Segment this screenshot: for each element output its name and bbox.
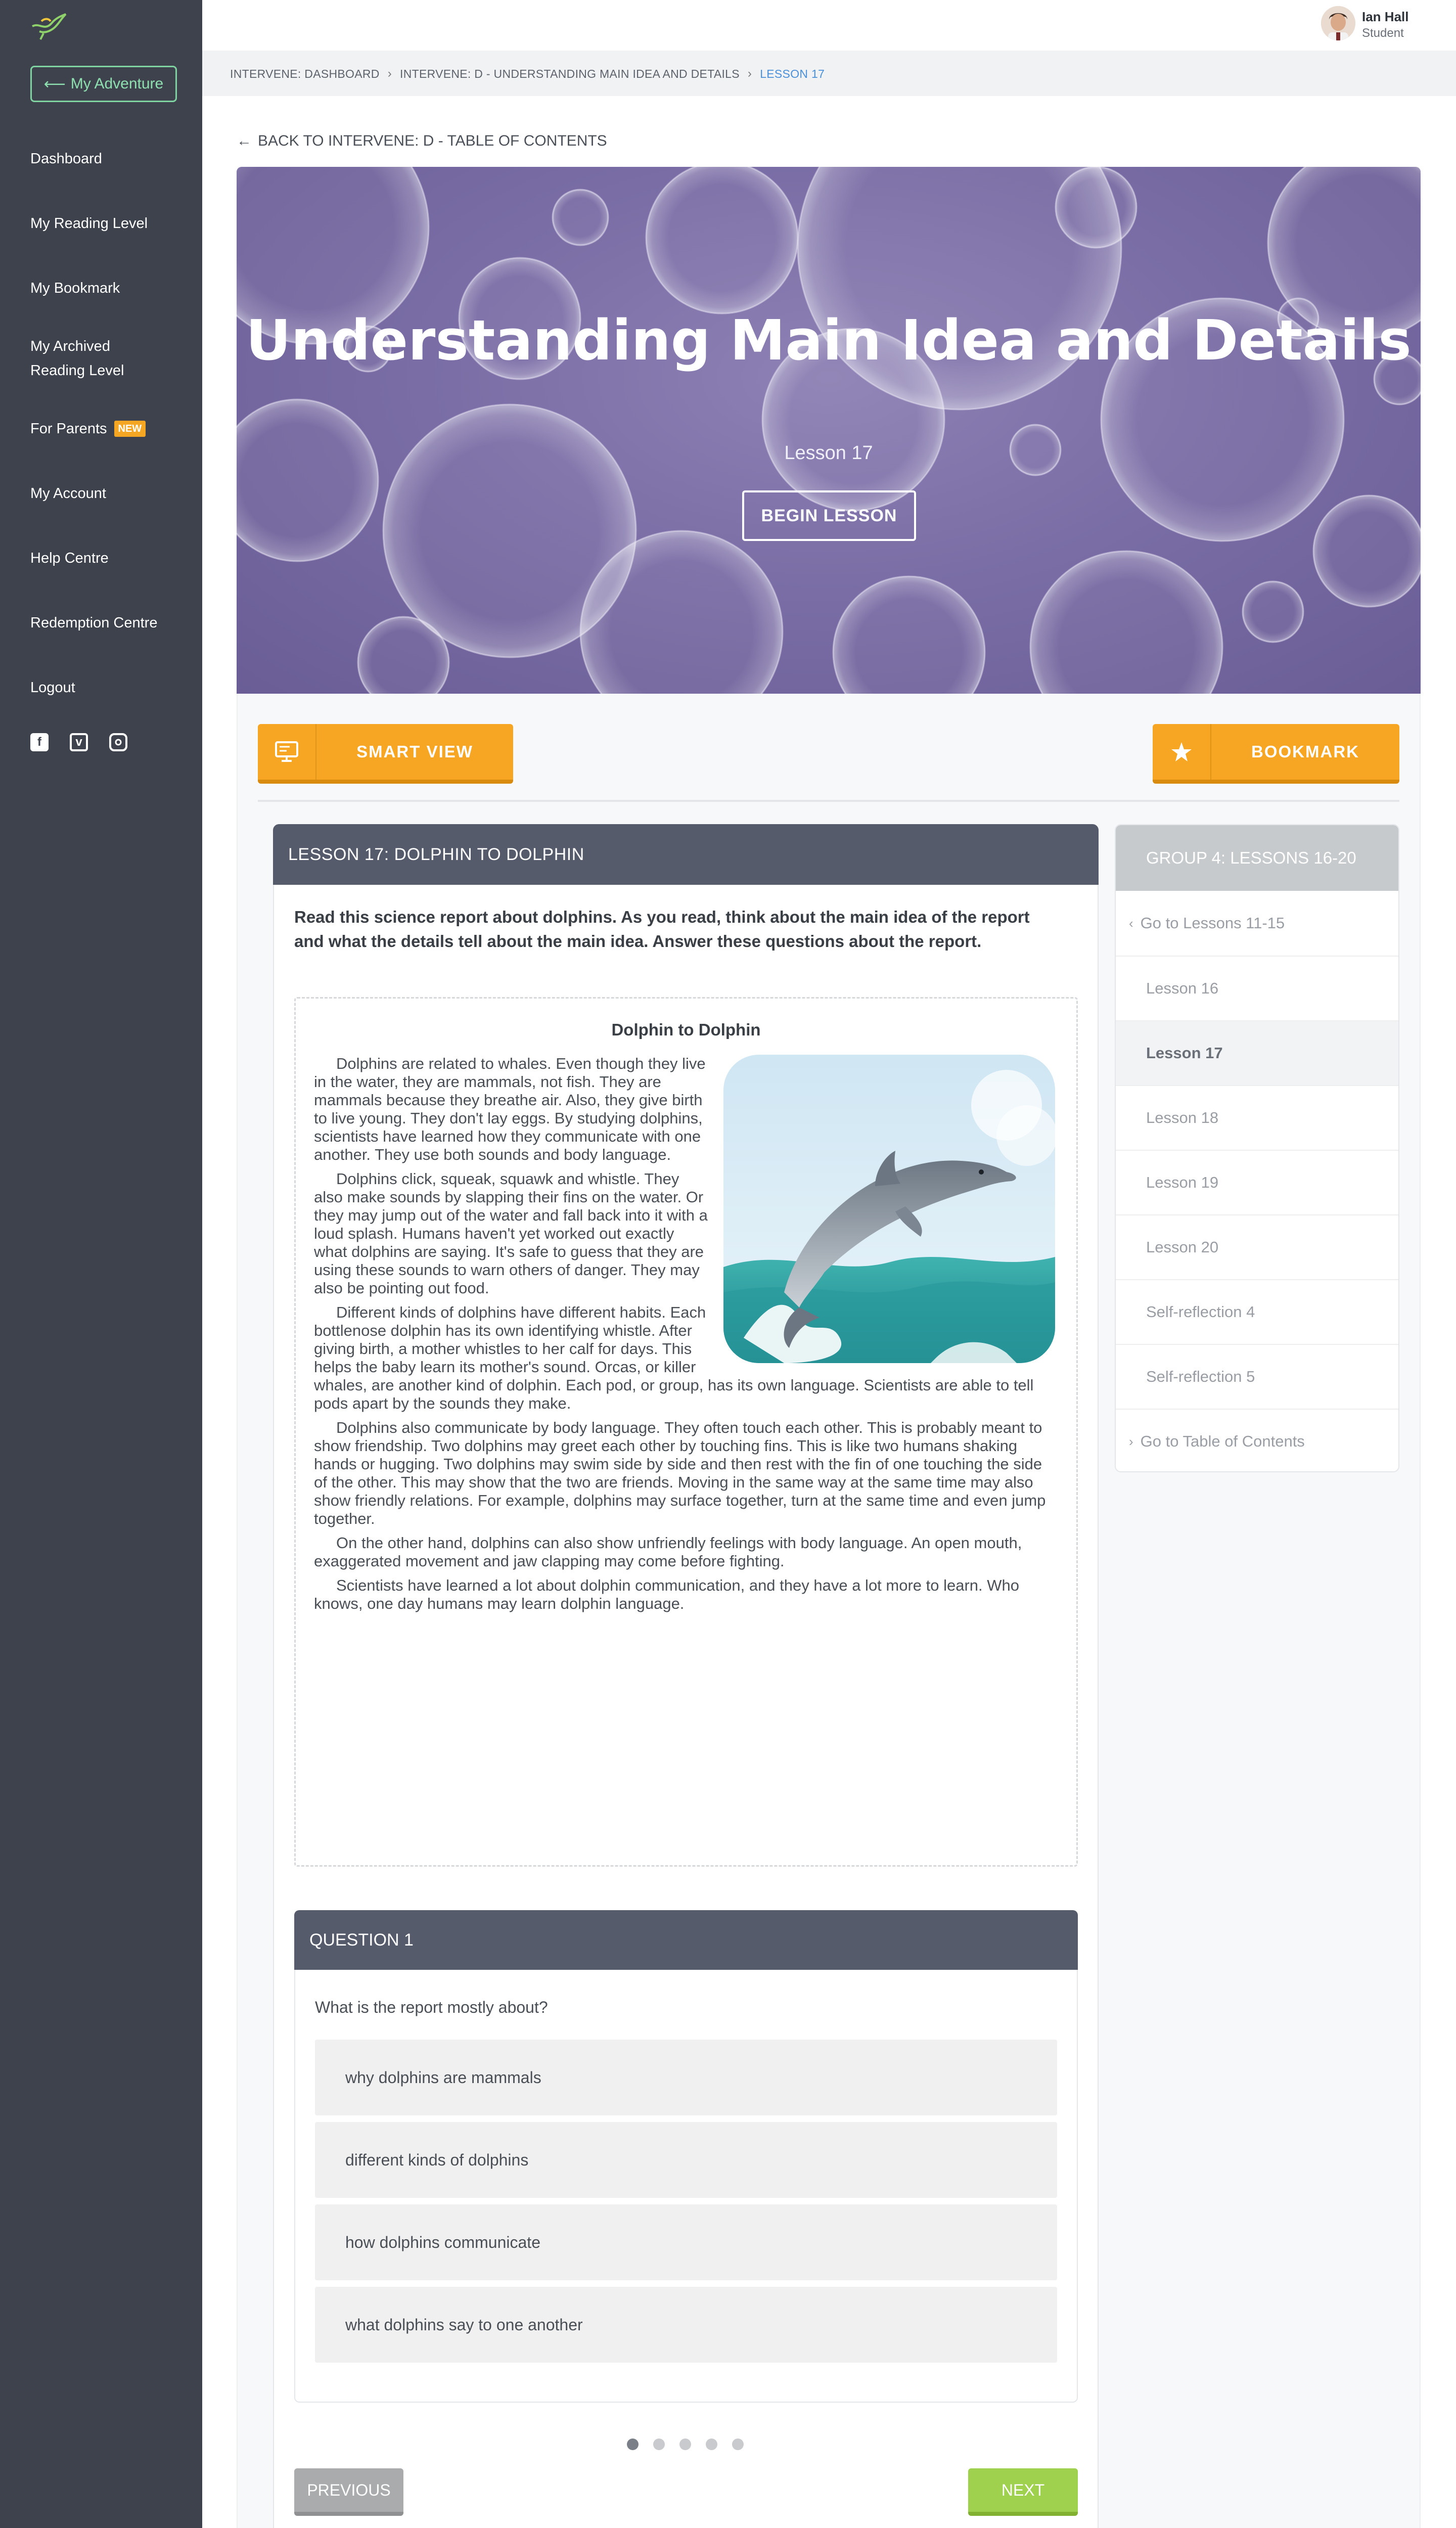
question-pagination	[627, 2439, 744, 2450]
group-item-label: Go to Lessons 11-15	[1140, 914, 1285, 932]
sidebar-item-label: My Account	[30, 485, 106, 502]
group-item-lesson-16[interactable]	[1116, 956, 1398, 1020]
smart-view-label: SMART VIEW	[356, 742, 473, 761]
group-item-label: Lesson 18	[1146, 1109, 1219, 1126]
sidebar-item-reading-level[interactable]	[30, 191, 192, 256]
back-to-contents-link[interactable]	[237, 132, 607, 150]
lesson-instructions: Read this science report about dolphins. As you read, think about the main idea of the report and what the details tell about the main idea. Answer these questions about the report.	[294, 908, 1030, 951]
sidebar-item-label: My Archived Reading Level	[30, 338, 124, 379]
monitor-icon	[258, 724, 316, 780]
sidebar-item-bookmark[interactable]	[30, 256, 192, 321]
group-item-label: Lesson 20	[1146, 1238, 1219, 1256]
sidebar-item-redemption-centre[interactable]	[30, 591, 192, 655]
my-adventure-button[interactable]	[30, 66, 177, 102]
answer-option[interactable]: different kinds of dolphins	[315, 2122, 1057, 2198]
sidebar-item-logout[interactable]	[30, 655, 192, 720]
previous-button[interactable]: PREVIOUS	[294, 2468, 403, 2516]
bookmark-label: BOOKMARK	[1251, 742, 1359, 761]
page-dot[interactable]	[627, 2439, 639, 2450]
group-item-lesson-17[interactable]	[1116, 1020, 1398, 1085]
group-item-self-reflection-5[interactable]	[1116, 1344, 1398, 1409]
group-item-label: Self-reflection 5	[1146, 1368, 1255, 1385]
story-title: Dolphin to Dolphin	[611, 1020, 761, 1039]
lesson-card-header: LESSON 17: DOLPHIN TO DOLPHIN	[273, 824, 1099, 885]
story-paragraph: Different kinds of dolphins have different habits. Each bottlenose dolphin has its own identifying whistle. After giving birth, a mother whistles to her calf for days. This helps the baby learn its mother's sound. Orcas, or killer whales, are another kind of dolphin. Each pod, or group, has its own language. Scientists are able to tell pods apart by the sounds they make.	[314, 1303, 1034, 1412]
sidebar-nav	[30, 126, 192, 720]
chevron-right-icon: ›	[387, 67, 392, 80]
top-bar	[202, 0, 1456, 51]
sidebar-item-label: Help Centre	[30, 550, 109, 566]
breadcrumb	[230, 67, 825, 81]
sidebar-item-account[interactable]	[30, 461, 192, 526]
story-paragraph: On the other hand, dolphins can also show unfriendly feelings with body language. An open mouth, exaggerated movement and jaw clapping may come before fighting.	[314, 1534, 1022, 1570]
sidebar-item-label: Dashboard	[30, 151, 102, 167]
page-dot[interactable]	[706, 2439, 717, 2450]
group-item-label: Self-reflection 4	[1146, 1303, 1255, 1321]
group-item-label: Lesson 19	[1146, 1173, 1219, 1191]
group-item-lesson-18[interactable]	[1116, 1085, 1398, 1150]
arrow-left-icon: ←	[237, 132, 252, 149]
page-dot[interactable]	[732, 2439, 744, 2450]
user-name: Ian Hall	[1362, 9, 1409, 24]
page-dot[interactable]	[679, 2439, 691, 2450]
chevron-left-icon: ‹	[1129, 915, 1133, 931]
group-item-label: Lesson 17	[1146, 1044, 1223, 1062]
group-item-lesson-20[interactable]	[1116, 1214, 1398, 1279]
sidebar-item-dashboard[interactable]	[30, 126, 192, 191]
sidebar-item-label: My Bookmark	[30, 280, 120, 296]
user-role: Student	[1362, 26, 1404, 40]
group-item-label: Go to Table of Contents	[1140, 1432, 1305, 1450]
vimeo-icon[interactable]: v	[70, 733, 88, 751]
question-header: QUESTION 1	[294, 1910, 1078, 1970]
question-text: What is the report mostly about?	[315, 1998, 548, 2016]
answer-option[interactable]: what dolphins say to one another	[315, 2287, 1057, 2363]
divider	[258, 800, 1399, 802]
my-adventure-label: My Adventure	[70, 75, 164, 92]
sidebar-item-label: For Parents	[30, 421, 107, 437]
new-badge: NEW	[114, 421, 146, 437]
star-icon	[1153, 724, 1211, 780]
bubbles-background	[237, 167, 1421, 694]
story-paragraph: Dolphins are related to whales. Even though they live in the water, they are mammals, not fish. They are mammals because they breathe air. Also, they give birth to live young. They don't lay eggs. By studying dolphins, scientists have learned how they communicate with one another. They use both sounds and body language.	[314, 1055, 706, 1163]
back-link-label: BACK TO INTERVENE: D - TABLE OF CONTENTS	[258, 132, 607, 149]
group-item-label: Lesson 16	[1146, 979, 1219, 997]
story-paragraph: Scientists have learned a lot about dolphin communication, and they have a lot more to learn. Who knows, one day humans may learn dolphin language.	[314, 1576, 1020, 1612]
sidebar-item-label: Logout	[30, 680, 75, 696]
page-dot[interactable]	[653, 2439, 665, 2450]
answer-option[interactable]: why dolphins are mammals	[315, 2040, 1057, 2115]
breadcrumb-item-dashboard[interactable]: INTERVENE: DASHBOARD	[230, 67, 380, 80]
sidebar-item-archived-reading-level[interactable]	[30, 321, 192, 396]
logo-icon[interactable]	[29, 11, 68, 42]
group-item-table-of-contents[interactable]	[1116, 1409, 1398, 1472]
breadcrumb-item-current: LESSON 17	[760, 67, 825, 80]
next-button[interactable]: NEXT	[968, 2468, 1078, 2516]
story-paragraph: Dolphins also communicate by body language. They often touch each other. This is probably meant to show friendship. Two dolphins may greet each other by touching fins. This is like two humans shaking hands or hugging. Two dolphins may swim side by side and then rest with the fin of one touching the side of the other. This may show that the two are friends. Moving in the same way at the same time may also show friendly relations. For example, dolphins may surface together, turn at the same time and even jump together.	[314, 1419, 1046, 1527]
group-item-prev-lessons[interactable]	[1116, 891, 1398, 956]
chevron-right-icon: ›	[747, 67, 752, 80]
story-paragraph: Dolphins click, squeak, squawk and whistle. They also make sounds by slapping their fins on the water. Or they may jump out of the water and fall back into it with a loud splash. Humans haven't yet worked out exactly what dolphins are saying. It's safe to guess that they are using these sounds to warn others of danger. They may also be pointing out food.	[314, 1170, 708, 1297]
lesson-subtitle: Lesson 17	[784, 442, 873, 464]
group-item-self-reflection-4[interactable]	[1116, 1279, 1398, 1344]
lesson-hero	[237, 167, 1421, 694]
story-text	[314, 1055, 1055, 1619]
dolphin-image	[723, 1055, 1055, 1363]
begin-lesson-button[interactable]: BEGIN LESSON	[742, 490, 916, 541]
facebook-icon[interactable]: f	[30, 733, 49, 751]
lesson-group-nav	[1115, 824, 1399, 1472]
sidebar-item-for-parents[interactable]	[30, 396, 192, 461]
lesson-title: Understanding Main Idea and Details	[246, 308, 1412, 373]
answer-option[interactable]: how dolphins communicate	[315, 2204, 1057, 2280]
social-links	[30, 733, 127, 751]
sidebar-item-label: Redemption Centre	[30, 615, 158, 631]
arrow-left-icon: ⟵	[43, 75, 66, 93]
breadcrumb-item-intervene-d[interactable]: INTERVENE: D - UNDERSTANDING MAIN IDEA AND DETAILS	[400, 67, 740, 80]
instagram-icon[interactable]	[109, 733, 127, 751]
bookmark-button[interactable]	[1153, 724, 1399, 784]
group-item-lesson-19[interactable]	[1116, 1150, 1398, 1214]
avatar[interactable]	[1321, 6, 1355, 40]
sidebar	[0, 0, 202, 2528]
chevron-right-icon: ›	[1129, 1433, 1133, 1449]
group-header: GROUP 4: LESSONS 16-20	[1116, 825, 1398, 891]
smart-view-button[interactable]	[258, 724, 513, 784]
sidebar-item-label: My Reading Level	[30, 215, 148, 232]
sidebar-item-help-centre[interactable]	[30, 526, 192, 591]
